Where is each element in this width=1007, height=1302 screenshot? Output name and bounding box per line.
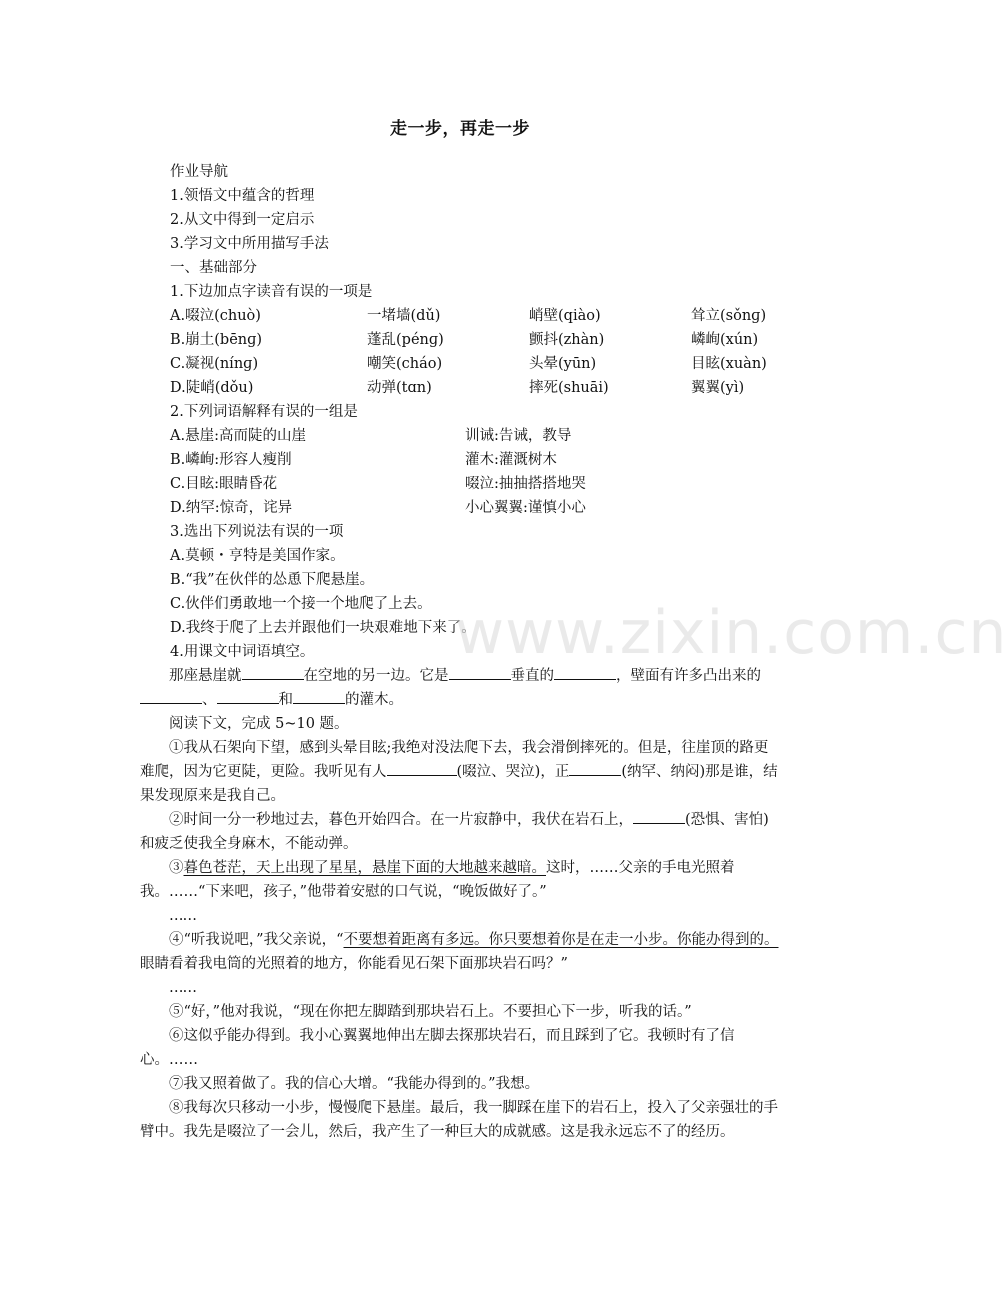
passage-text: ②时间一分一秒地过去，暮色开始四合。在一片寂静中，我伏在岩石上，	[169, 812, 633, 828]
passage-paragraph-8: ⑧我每次只移动一小步，慢慢爬下悬崖。最后，我一脚踩在崖下的岩石上，投入了父亲强壮的手臂中。我先是啜泣了一会儿，然后，我产生了一种巨大的成就感。这是我永远忘不了的经历。	[140, 1100, 778, 1140]
exercise-block	[170, 160, 790, 664]
answer-blank	[569, 761, 621, 776]
passage-text: (啜泣、哭泣)，正	[456, 764, 570, 780]
passage-text: ①我从石架向下望，感到头晕目眩;我绝对没法爬下去，我会滑倒摔死的。但是，往崖顶的路更难爬，因为它更陡，更险。我听见有人	[140, 740, 769, 780]
question-2-option-row	[170, 472, 790, 496]
ellipsis: ……	[169, 980, 196, 996]
passage-text: ③	[169, 860, 184, 876]
passage-text: (恐惧、害怕)和疲乏使我全身麻木，不能动弹。	[140, 812, 769, 852]
passage-paragraph-2	[140, 808, 782, 856]
answer-blank	[140, 689, 202, 704]
question-1-stem: 1.下边加点字读音有误的一项是	[170, 284, 373, 300]
option-cell: D.陡峭(dǒu)	[170, 380, 254, 396]
page-title: 走一步，再走一步	[390, 119, 530, 139]
option-cell: 嶙峋(xún)	[691, 332, 759, 348]
fill-text: 、	[202, 692, 217, 708]
fill-text: 的灌木。	[345, 692, 403, 708]
question-1-option-row	[170, 328, 790, 352]
option-cell: A.啜泣(chuò)	[170, 308, 261, 324]
option-cell: 训诫:告诫，教导	[465, 428, 572, 444]
fill-text: 垂直的	[510, 668, 554, 684]
passage-paragraph-3	[140, 856, 782, 904]
option-cell: 小心翼翼:谨慎小心	[465, 500, 586, 516]
answer-blank	[217, 689, 279, 704]
option-cell: 动弹(tɑn)	[367, 380, 432, 396]
passage-text: ④“听我说吧，”我父亲说，“	[169, 932, 344, 948]
underlined-sentence: 暮色苍茫，天上出现了星星，悬崖下面的大地越来越暗。	[183, 860, 546, 876]
passage-paragraph-4	[140, 928, 782, 976]
option-cell: B.嶙峋:形容人瘦削	[170, 452, 292, 468]
answer-blank	[293, 689, 345, 704]
guide-heading: 作业导航	[170, 164, 228, 180]
question-1-option-row	[170, 376, 790, 400]
passage-text: 这时，……父亲的手电光照着我。……“下来吧，孩子，”他带着安慰的口气说，“晚饭做好了。”	[140, 860, 735, 900]
section-heading: 一、基础部分	[170, 260, 257, 276]
option-cell: 啜泣:抽抽搭搭地哭	[465, 476, 586, 492]
fill-blank-paragraph	[140, 664, 782, 1144]
question-2-stem: 2.下列词语解释有误的一组是	[170, 404, 358, 420]
option-cell: 头晕(yūn)	[529, 356, 597, 372]
option-cell: A.悬崖:高而陡的山崖	[170, 428, 306, 444]
fill-text: 来的	[732, 668, 761, 684]
question-3-option: A.莫顿・亨特是美国作家。	[170, 548, 345, 564]
passage-paragraph-7: ⑦我又照着做了。我的信心大增。“我能办得到的。”我想。	[169, 1076, 540, 1092]
fill-text: 那座悬崖就	[169, 668, 242, 684]
option-cell: C.目眩:眼睛昏花	[170, 476, 278, 492]
fill-text: 和	[278, 692, 293, 708]
passage-paragraph-1	[140, 736, 782, 808]
question-3-stem: 3.选出下列说法有误的一项	[170, 524, 344, 540]
question-3-option: B.“我”在伙伴的怂恿下爬悬崖。	[170, 572, 375, 588]
option-cell: C.凝视(nínɡ)	[170, 356, 259, 372]
passage-text: (纳罕、纳闷)那是谁，结果发现原来是我自己。	[140, 764, 778, 804]
question-2-option-row	[170, 496, 790, 520]
option-cell: D.纳罕:惊奇，诧异	[170, 500, 293, 516]
passage-paragraph-5: ⑤“好，”他对我说，“现在你把左脚踏到那块岩石上。不要担心下一步，听我的话。”	[169, 1004, 692, 1020]
guide-item: 2.从文中得到一定启示	[170, 212, 315, 228]
question-4-stem: 4.用课文中词语填空。	[170, 644, 315, 660]
guide-item: 1.领悟文中蕴含的哲理	[170, 188, 315, 204]
option-cell: 蓬乱(pénɡ)	[367, 332, 444, 348]
watermark: www.zixin.com.cn	[455, 598, 1007, 668]
option-cell: 耸立(sǒnɡ)	[691, 308, 767, 324]
question-3-option: D.我终于爬了上去并跟他们一块艰难地下来了。	[170, 620, 476, 636]
option-cell: 峭壁(qiào)	[529, 308, 601, 324]
fill-text: ，壁面有许多凸出	[616, 668, 732, 684]
option-cell: 一堵墙(dǔ)	[367, 308, 441, 324]
guide-item: 3.学习文中所用描写手法	[170, 236, 329, 252]
option-cell: 嘲笑(cháo)	[367, 356, 443, 372]
answer-blank	[387, 761, 457, 776]
option-cell: 摔死(shuāi)	[529, 380, 609, 396]
reading-intro: 阅读下文，完成 5~10 题。	[169, 716, 349, 732]
option-cell: 翼翼(yì)	[691, 380, 745, 396]
ellipsis: ……	[169, 908, 196, 924]
answer-blank	[633, 809, 685, 824]
option-cell: 目眩(xuàn)	[691, 356, 767, 372]
passage-paragraph-6: ⑥这似乎能办得到。我小心翼翼地伸出左脚去探那块岩石，而且踩到了它。我顿时有了信心。……	[140, 1028, 735, 1068]
answer-blank	[242, 665, 304, 680]
passage-text: 眼睛看着我电筒的光照着的地方，你能看见石架下面那块岩石吗？”	[140, 956, 568, 972]
option-cell: 灌木:灌溉树木	[465, 452, 557, 468]
fill-text: 在空地的另一边。它是	[303, 668, 449, 684]
option-cell: 颤抖(zhàn)	[529, 332, 605, 348]
question-2-option-row	[170, 424, 790, 448]
question-1-option-row	[170, 352, 790, 376]
underlined-sentence: 不要想着距离有多远。你只要想着你是在走一小步。你能办得到的。	[343, 932, 779, 948]
question-3-option: C.伙伴们勇敢地一个接一个地爬了上去。	[170, 596, 432, 612]
question-2-option-row	[170, 448, 790, 472]
option-cell: B.崩土(bēnɡ)	[170, 332, 263, 348]
question-1-option-row	[170, 304, 790, 328]
